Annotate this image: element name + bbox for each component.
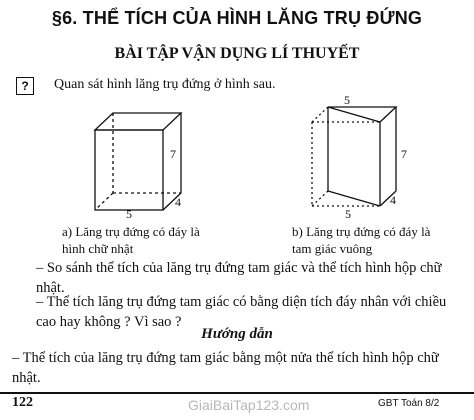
figure-b-top-label: 5	[344, 93, 350, 107]
page-title: §6. THỂ TÍCH CỦA HÌNH LĂNG TRỤ ĐỨNG	[51, 8, 423, 28]
watermark: GiaiBaiTap123.com	[188, 397, 310, 413]
figure-a-caption: a) Lăng trụ đứng có đáy là hình chữ nhật	[62, 224, 200, 256]
figure-a-depth-label: 4	[175, 195, 181, 209]
page-number: 122	[12, 395, 33, 410]
bullet-question: – Thể tích lăng trụ đứng tam giác có bằng diện tích đáy nhân với chiều cao hay không ? Vì sao ?	[36, 294, 447, 330]
figure-b-width-label: 5	[345, 207, 351, 221]
figure-a-width-label: 5	[126, 207, 132, 221]
footer-divider	[0, 392, 474, 394]
figure-b-depth-label: 4	[390, 193, 396, 207]
footer-text: GBT Toán 8/2	[378, 398, 440, 409]
figure-a-rectangular-prism	[95, 113, 181, 210]
answer-text: – Thể tích của lăng trụ đứng tam giác bằng một nửa thể tích hình hộp chữ nhật.	[12, 350, 439, 386]
guide-heading: Hướng dẫn	[201, 326, 273, 342]
figure-b-caption: b) Lăng trụ đứng có đáy là tam giác vuông	[292, 224, 431, 256]
section-subtitle: BÀI TẬP VẬN DỤNG LÍ THUYẾT	[114, 45, 360, 62]
figure-b-height-label: 7	[401, 147, 407, 161]
intro-text: Quan sát hình lăng trụ đứng ở hình sau.	[54, 77, 276, 92]
bullet-compare: – So sánh thể tích của lăng trụ đứng tam giác và thể tích hình hộp chữ nhật.	[36, 260, 442, 296]
figure-b-triangular-prism	[312, 107, 396, 206]
question-box: ?	[16, 77, 34, 95]
figure-a-height-label: 7	[170, 147, 176, 161]
